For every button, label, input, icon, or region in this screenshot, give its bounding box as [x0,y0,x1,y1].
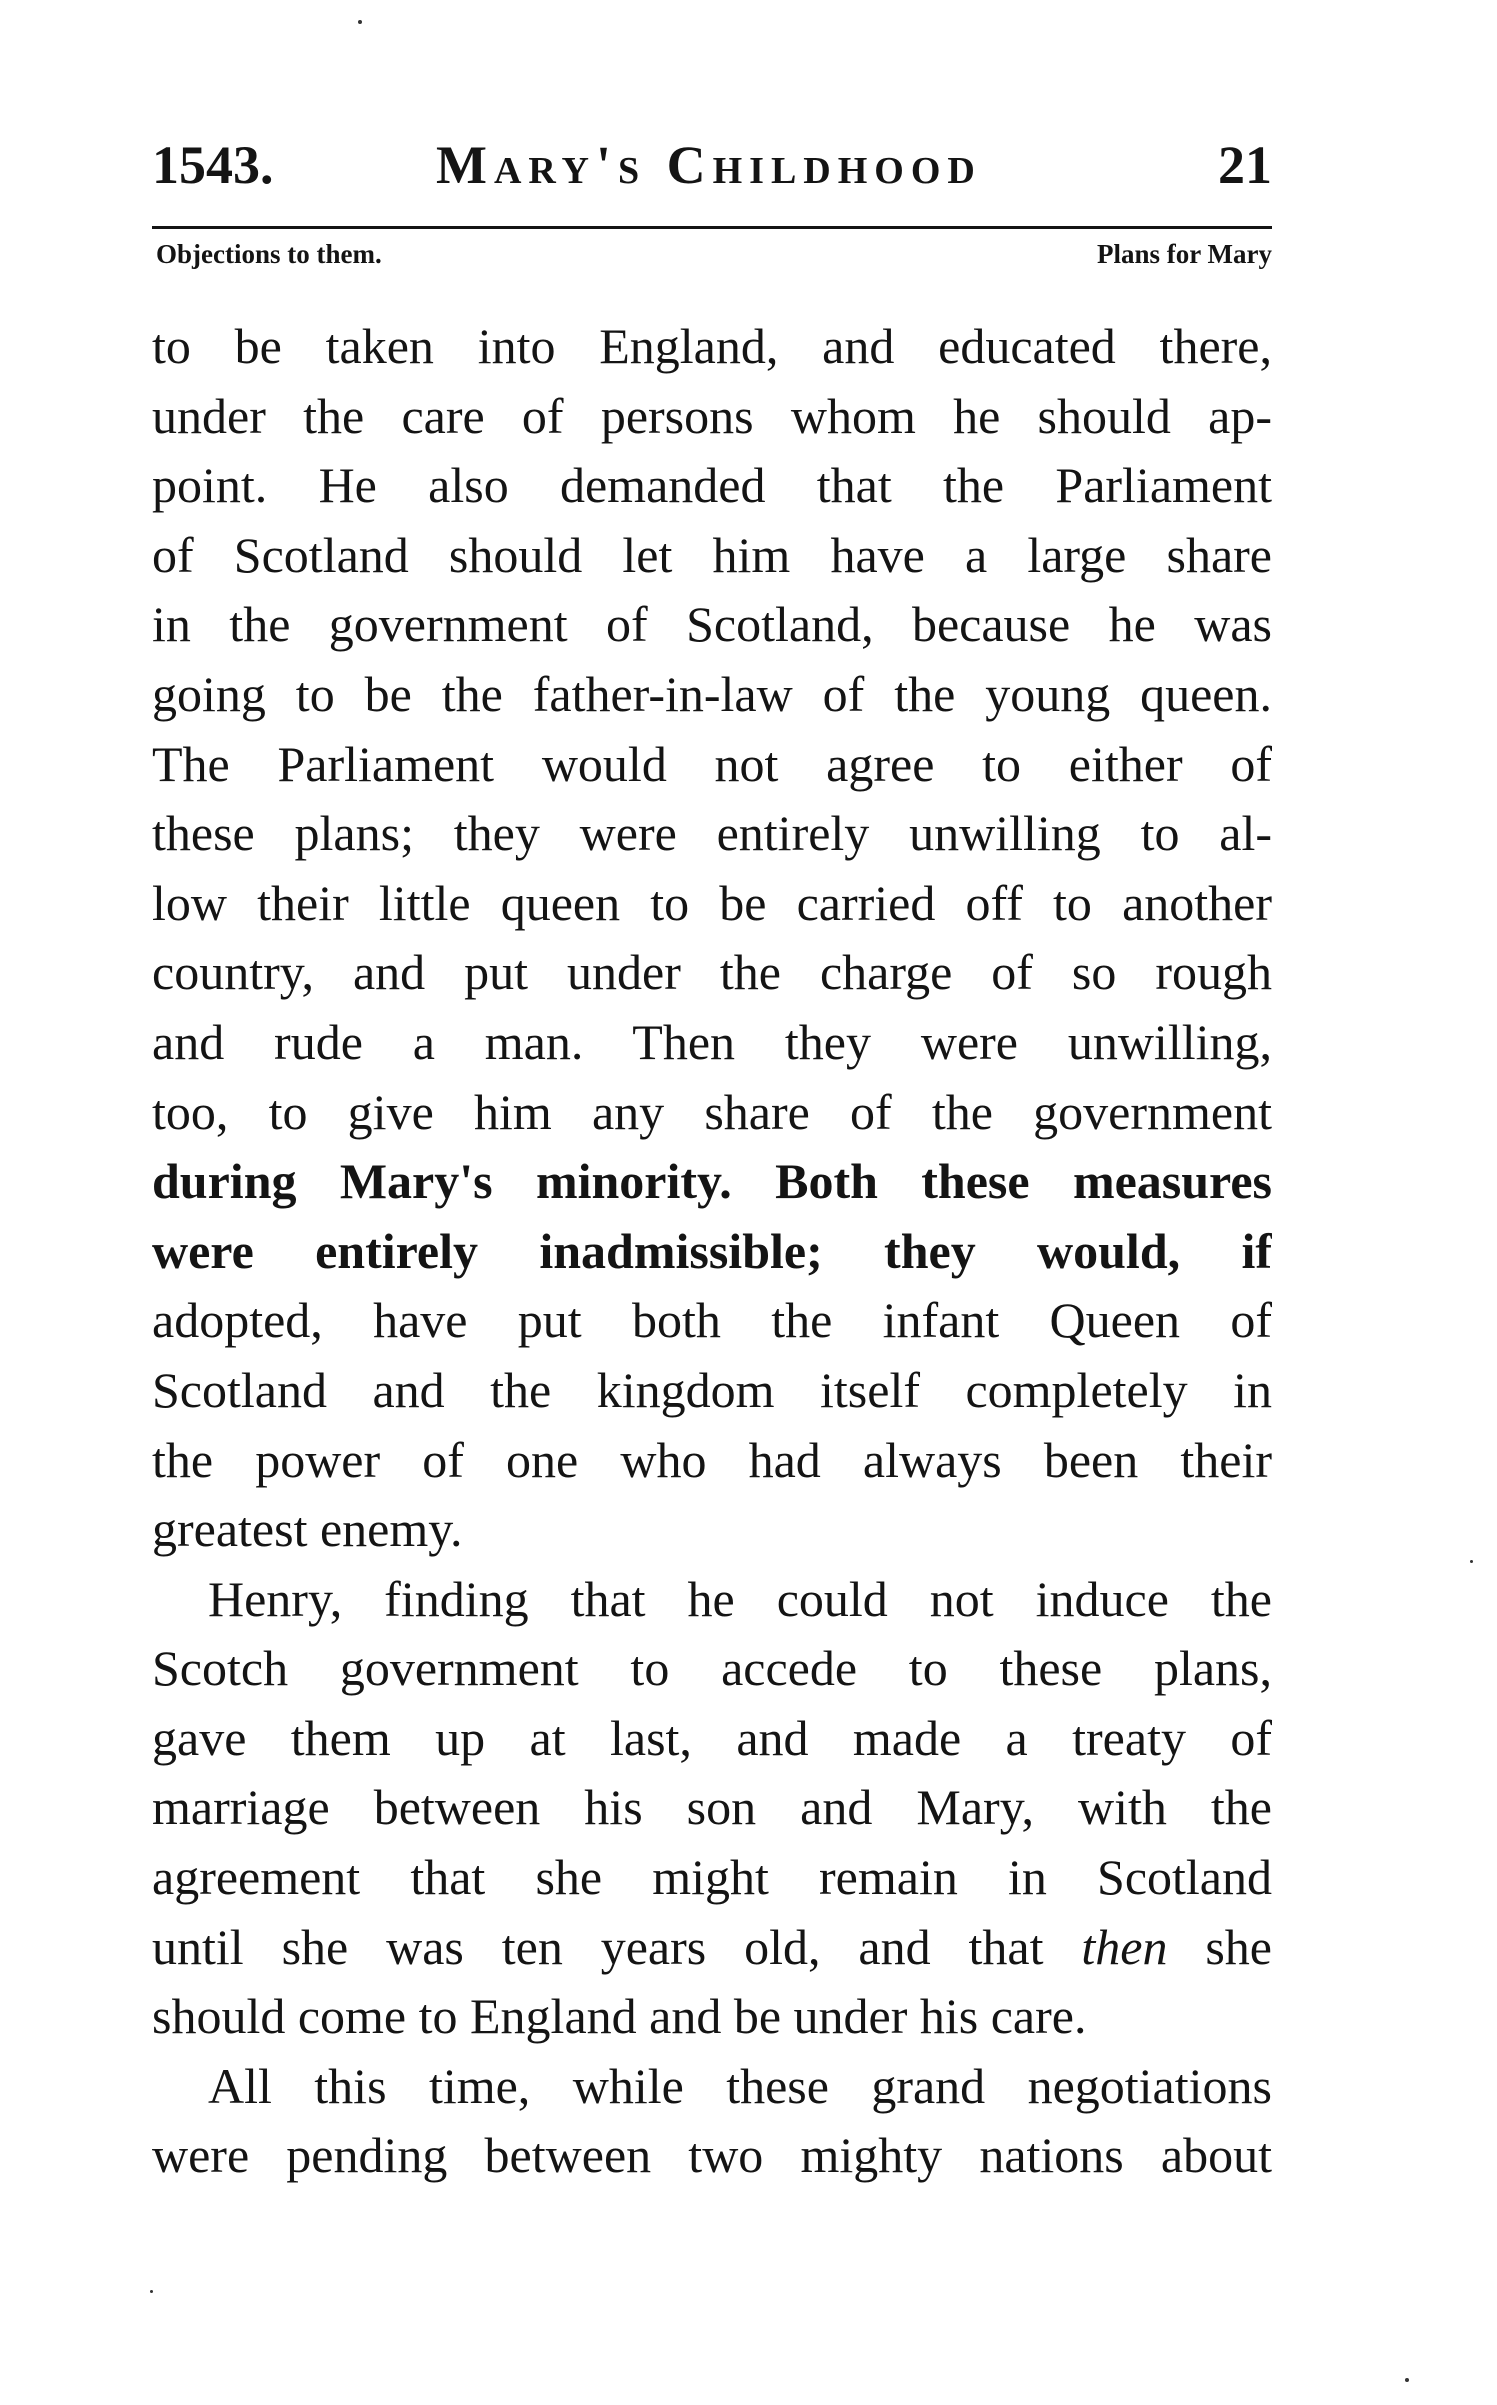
text-segment: until she was ten years old, and that [152,1918,1044,1975]
text-line: agreement that she might remain in Scotland [152,1849,1272,1906]
text-line: marriage between his son and Mary, with the [152,1779,1272,1836]
text-line: Scotland and the kingdom itself completely in [152,1361,1272,1418]
text-line: and rude a man. Then they were unwilling, [152,1013,1272,1070]
side-note-left: Objections to them. [156,239,382,269]
side-note-right: Plans for Mary [1097,239,1272,269]
text-line: of Scotland should let him have a large share [152,526,1272,583]
italic-emphasis: then [1081,1918,1168,1975]
text-line: too, to give him any share of the government [152,1083,1272,1140]
text-line: in the government of Scotland, because he was [152,596,1272,653]
text-line: were pending between two mighty nations about [152,2127,1272,2184]
print-speck [358,20,362,24]
text-line-mixed [152,1913,1272,1983]
header-rule [152,226,1272,229]
text-line: country, and put under the charge of so rough [152,944,1272,1001]
text-line: gave them up at last, and made a treaty of [152,1709,1272,1766]
text-line: during Mary's minority. Both these measures [152,1153,1272,1210]
text-line: under the care of persons whom he should ap- [152,387,1272,444]
text-line: going to be the father-in-law of the young queen. [152,665,1272,722]
side-notes [152,234,1272,274]
header-year: 1543. [152,135,274,195]
page-number: 21 [1218,135,1272,195]
text-line: All this time, while these grand negotiations [208,2057,1272,2114]
print-speck [150,2290,153,2293]
text-line: should come to England and be under his care. [152,1988,1087,2045]
running-title: Mary's Childhood [436,135,982,195]
text-line: the power of one who had always been their [152,1431,1272,1488]
text-line: The Parliament would not agree to either of [152,735,1272,792]
text-line: Scotch government to accede to these plans, [152,1640,1272,1697]
print-speck [1405,2378,1409,2382]
text-line: these plans; they were entirely unwilling to al- [152,805,1272,862]
body-text [152,312,1272,2191]
text-line: were entirely inadmissible; they would, if [152,1222,1272,1279]
print-speck [1470,1560,1473,1563]
page-header [152,130,1272,200]
text-line: low their little queen to be carried off to another [152,874,1272,931]
text-line: Henry, finding that he could not induce the [208,1570,1272,1627]
text-line: adopted, have put both the infant Queen of [152,1292,1272,1349]
text-line: point. He also demanded that the Parliament [152,457,1272,514]
text-line: greatest enemy. [152,1501,463,1558]
text-line: to be taken into England, and educated there, [152,318,1272,374]
text-segment: she [1205,1918,1272,1975]
